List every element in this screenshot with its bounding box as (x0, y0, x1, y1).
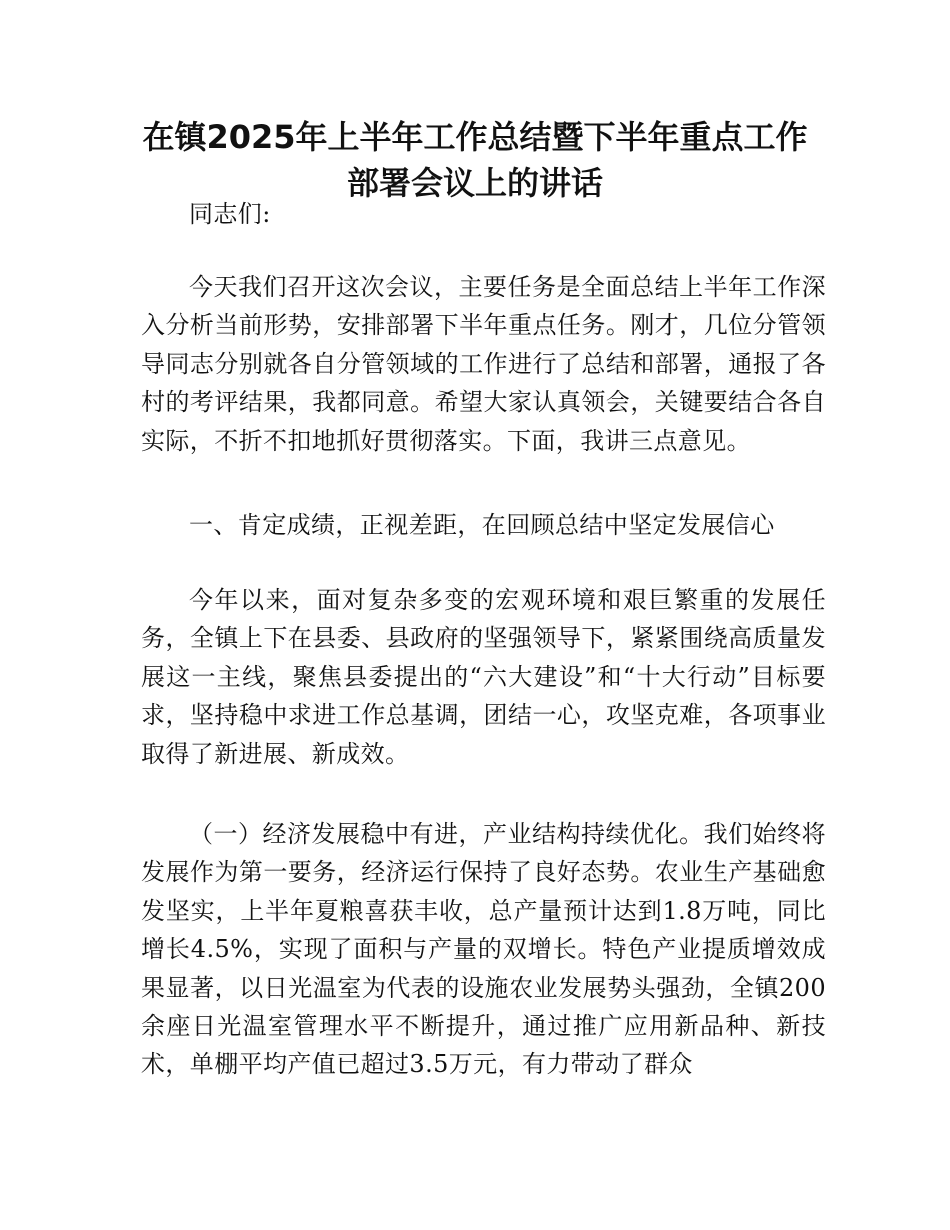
paragraph-overview: 今年以来，面对复杂多变的宏观环境和艰巨繁重的发展任务，全镇上下在县委、县政府的坚强领导下，紧紧围绕高质量发展这一主线，聚焦县委提出的“六大建设”和“十大行动”目标要求，坚持稳中求进工作总基调，团结一心，攻坚克难，各项事业取得了新进展、新成效。 (141, 586, 826, 768)
document-title-line-1: 在镇2025年上半年工作总结暨下半年重点工作 (142, 118, 808, 156)
document-title-line-2: 部署会议上的讲话 (346, 164, 603, 202)
section-heading-1: 一、肯定成绩，正视差距，在回顾总结中坚定发展信心 (189, 511, 775, 539)
paragraph-intro: 今天我们召开这次会议，主要任务是全面总结上半年工作深入分析当前形势，安排部署下半年重点任务。刚才，几位分管领导同志分别就各自分管领域的工作进行了总结和部署，通报了各村的考评结果，我都同意。希望大家认真领会，关键要结合各自实际，不折不扣地抓好贯彻落实。下面，我讲三点意见。 (141, 273, 826, 455)
salutation: 同志们: (189, 200, 271, 228)
paragraph-economy: （一）经济发展稳中有进，产业结构持续优化。我们始终将发展作为第一要务，经济运行保持了良好态势。农业生产基础愈发坚实，上半年夏粮喜获丰收，总产量预计达到1.8万吨，同比增长4.5%，实现了面积与产量的双增长。特色产业提质增效成果显著，以日光温室为代表的设施农业发展势头强劲，全镇200余座日光温室管理水平不断提升，通过推广应用新品种、新技术，单棚平均产值已超过3.5万元，有力带动了群众 (141, 820, 826, 1079)
